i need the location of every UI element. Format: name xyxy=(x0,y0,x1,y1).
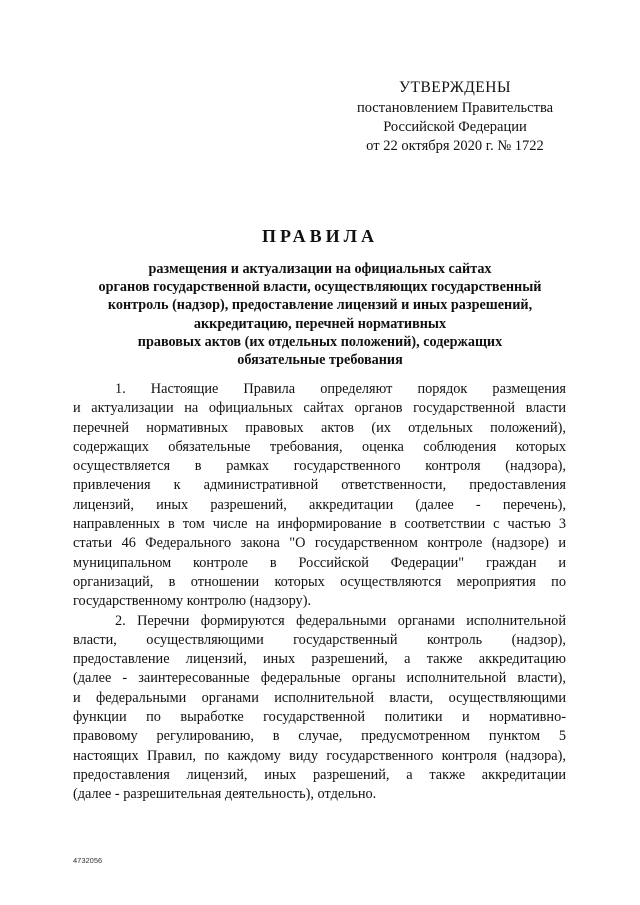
text-line: осуществляется в рамках государственного контроля (надзора), xyxy=(73,458,566,475)
text-line: перечней нормативных правовых актов (их отдельных положений), xyxy=(73,419,566,436)
text-line: содержащих обязательные требования, оценка соблюдения которых xyxy=(73,438,566,455)
text-line: правовому регулированию, в случае, предусмотренном пунктом 5 xyxy=(73,728,566,745)
subtitle-line: аккредитацию, перечней нормативных xyxy=(193,315,447,332)
text-line: муниципальном контроле в Российской Федерации" граждан и xyxy=(73,554,566,571)
text-line: 2. Перечни формируются федеральными органами исполнительной xyxy=(115,612,566,629)
text-line: настоящих Правил, по каждому виду государственного контроля (надзора), xyxy=(73,747,566,764)
text-line: функции по выработке государственной политики и нормативно- xyxy=(73,709,566,726)
text-line: статьи 46 Федерального закона "О государственном контроле (надзоре) и xyxy=(73,535,566,552)
text-line: организаций, в отношении которых осуществляются мероприятия по xyxy=(73,573,566,590)
approval-line-2: Российской Федерации xyxy=(383,119,527,135)
text-line: предоставления лицензий, иных разрешений, а также аккредитации xyxy=(73,766,566,783)
subtitle-line: правовых актов (их отдельных положений), содержащих xyxy=(137,333,503,350)
subtitle-line: контроль (надзор), предоставление лицензий и иных разрешений, xyxy=(107,297,533,314)
paragraph-2 xyxy=(73,612,566,805)
text-line: лицензий, иных разрешений, аккредитации (далее - перечень), xyxy=(73,496,566,513)
approval-line-1: постановлением Правительства xyxy=(356,100,554,116)
text-line: 1. Настоящие Правила определяют порядок размещения xyxy=(115,381,566,397)
paragraph-1 xyxy=(73,380,566,612)
text-line: власти, осуществляющими государственный контроль (надзор), xyxy=(73,631,566,648)
document-code: 4732056 xyxy=(73,856,103,865)
text-line: государственному контролю (надзору). xyxy=(73,593,312,610)
text-line: и актуализации на официальных сайтах органов государственной власти xyxy=(73,400,566,417)
document-subtitle xyxy=(70,260,570,369)
subtitle-line: размещения и актуализации на официальных сайтах xyxy=(148,261,492,277)
body-text xyxy=(73,380,566,805)
title-block xyxy=(70,226,570,369)
approval-heading: УТВЕРЖДЕНЫ xyxy=(399,79,511,96)
text-line: привлечения к административной ответственности, предоставления xyxy=(73,477,566,494)
approval-line-3: от 22 октября 2020 г. № 1722 xyxy=(366,138,544,154)
text-line: направленных в том числе на информирование в соответствии с частью 3 xyxy=(73,516,566,533)
text-line: и федеральными органами исполнительной власти, осуществляющими xyxy=(73,689,566,706)
approval-stamp xyxy=(330,78,580,156)
subtitle-line: органов государственной власти, осуществляющих государственный xyxy=(98,279,542,296)
document-title: ПРАВИЛА xyxy=(261,226,379,246)
text-line: (далее - разрешительная деятельность), отдельно. xyxy=(73,786,377,803)
text-line: предоставление лицензий, иных разрешений, а также аккредитацию xyxy=(73,651,566,668)
subtitle-line: обязательные требования xyxy=(237,352,403,369)
text-line: (далее - заинтересованные федеральные органы исполнительной власти), xyxy=(73,670,566,687)
